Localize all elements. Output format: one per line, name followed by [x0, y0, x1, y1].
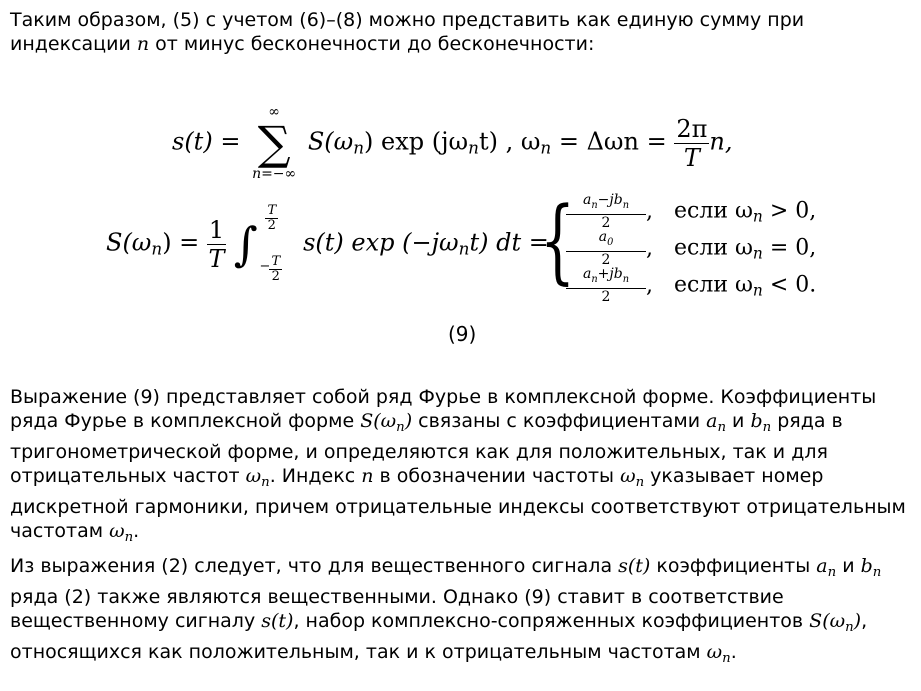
subscript-n: n [151, 238, 163, 259]
formula-exp: ) exp (jω [364, 127, 469, 156]
sum-upper-limit: ∞ [268, 104, 280, 120]
p3-text-e: , набор комплексно-сопряженных коэффициентов [293, 610, 810, 632]
p3-a-n: a [816, 555, 828, 577]
lower-minus: − [259, 259, 271, 274]
one-over-T [207, 216, 226, 273]
cases-block [566, 192, 816, 303]
case-row [566, 229, 816, 266]
formula-omega-n-def: t) , ω [478, 127, 541, 156]
case-condition: если ω [674, 272, 753, 298]
subscript-n: n [827, 565, 837, 580]
case-denominator: 2 [601, 252, 611, 268]
case-relation: < 0. [762, 272, 817, 298]
sum-symbol: ∑ [257, 116, 291, 170]
p3-omega: ω [706, 641, 723, 663]
index-n: n [136, 33, 150, 55]
subscript-n: n [762, 420, 772, 435]
sum-operator [252, 104, 296, 182]
formula-n-end: n, [709, 127, 733, 156]
p3-b-n: b [860, 555, 873, 577]
frac-one: 1 [208, 215, 225, 244]
case-relation: > 0, [762, 198, 817, 224]
p3-s-t-2: s(t) [261, 610, 294, 632]
subscript-n: n [540, 137, 552, 158]
paragraph-fourier-complex: Выражение (9) представляет собой ряд Фурье в комплексной форме. Коэффициенты ряда Фурье в комплексной форме $S(\omega_n)$ связаны с коэффициентами $a_n$ и $b_n$ ряда в тригонометрической форме, и определяются как для положительных, так и для отрицательных частот $\omega_n$. Индекс n в обозначении частоты $\omega_n$ указывает номер дискретной гармоники, причем отрицательные индексы соответствуют отрицательным частотам $\omega_n$. [10, 386, 906, 545]
formula-line-1 [172, 104, 732, 182]
subscript-n: n [722, 651, 731, 666]
p2-omega-2: ω [620, 465, 636, 487]
frac-denominator: T [683, 143, 700, 172]
lower-T: T [271, 254, 281, 269]
subscript-n: n [353, 137, 365, 158]
subscript-n: n [468, 137, 479, 158]
integral-lower-limit [269, 255, 282, 284]
formula-integrand: s(t) exp (−jω [303, 228, 459, 257]
subscript-n: n [261, 475, 270, 490]
p3-S-omega: S(ω [809, 610, 846, 632]
case-numerator: $a_0$ [566, 229, 646, 252]
sum-lower-limit: n=−∞ [252, 166, 297, 182]
paragraph-real-signal: Из выражения (2) следует, что для вещественного сигнала s(t) коэффициенты $a_n$ и $b_n$ ряда (2) также являются вещественными. Однако (9) ставит в соответствие вещественному сигналу s(t), набор комплексно-сопряженных коэффициентов $S(\omega_n)$, относящихся как положительным, так и к отрицательным частотам $\omega_n$. [10, 555, 882, 666]
subscript-n: n [752, 281, 763, 300]
formula-dt: t) dt = [469, 228, 549, 257]
subscript-n: n [872, 565, 882, 580]
formula-S-omega-lhs: S(ω [106, 228, 152, 257]
p2-omega-1: ω [245, 465, 262, 487]
frac-numerator: 2π [676, 114, 708, 143]
case-row [566, 192, 816, 229]
case-condition: если ω [674, 235, 753, 261]
p2-text-e: . Индекс [269, 465, 362, 487]
case-condition: если ω [674, 198, 753, 224]
formula-line-2 [106, 204, 549, 284]
intro-line-1: Таким образом, (5) с учетом (6)–(8) можно представить как единую сумму при [10, 9, 805, 31]
case-denominator: 2 [601, 289, 611, 305]
integral-upper-limit [265, 204, 278, 233]
case-relation: = 0, [762, 235, 817, 261]
formula-S-omega: S(ω [307, 127, 354, 156]
p2-n: n [361, 465, 374, 487]
case-row [566, 266, 816, 303]
p3-s-t: s(t) [618, 555, 651, 577]
case-numerator: $a_n+jb_n$ [566, 266, 646, 289]
intro-line-2b: от минус бесконечности до бесконечности: [149, 33, 595, 55]
p3-text-f: , относящихся как положительным, так и к отрицательным частотам [10, 610, 868, 663]
lower-2: 2 [271, 269, 280, 284]
case-fraction [566, 192, 646, 231]
case-numerator: $a_n-jb_n$ [566, 192, 646, 215]
case-separator: , [646, 235, 653, 261]
subscript-n: n [752, 244, 763, 263]
formula-delta-omega: = Δωn = [551, 127, 675, 156]
integral-limits [259, 203, 295, 284]
p2-text-f: в обозначении частоты [373, 465, 621, 487]
subscript-n: n [845, 620, 854, 635]
p2-b-n: b [750, 410, 763, 432]
p2-omega-3: ω [109, 520, 125, 542]
subscript-n: n [458, 238, 470, 259]
p2-S-omega: S(ω [360, 410, 397, 432]
integral-symbol: ∫ [233, 217, 258, 271]
equation-number: (9) [448, 322, 477, 346]
frac-T: T [208, 244, 225, 273]
upper-T: T [267, 203, 277, 218]
case-denominator: 2 [601, 215, 611, 231]
formula-equals: ) = [162, 228, 207, 257]
p3-text-g: . [730, 641, 737, 663]
p3-text-a: Из выражения (2) следует, что для вещественного сигнала [10, 555, 619, 577]
p2-text-g: указывает номер дискретной гармоники, причем отрицательные индексы соответствуют отрицательным частотам [10, 465, 906, 542]
subscript-n: n [752, 207, 763, 226]
subscript-n: n [124, 530, 134, 545]
cases-brace: { [540, 187, 576, 294]
p2-text-a: Выражение (9) представляет собой ряд Фурье в комплексной форме. Коэффициенты ряда Фурье в комплексной форме [10, 386, 877, 432]
intro-line-2a: индексации [10, 33, 137, 55]
case-fraction [566, 229, 646, 268]
intro-paragraph [10, 8, 915, 56]
p3-text-c: и [836, 555, 861, 577]
case-fraction [566, 266, 646, 305]
subscript-n: n [396, 420, 405, 435]
subscript-n: n [717, 420, 727, 435]
p3-text-b: коэффициенты [650, 555, 817, 577]
case-separator: , [646, 272, 653, 298]
subscript-n: n [635, 475, 645, 490]
two-pi-over-T [674, 115, 709, 172]
case-separator: , [646, 198, 653, 224]
upper-2: 2 [267, 218, 276, 233]
p2-text-h: . [133, 520, 140, 542]
p3-text-d: ряда (2) также являются вещественными. Однако (9) ставит в соответствие вещественному сигналу [10, 586, 784, 632]
p2-text-b: связаны с коэффициентами [412, 410, 707, 432]
p2-a-n: a [706, 410, 718, 432]
p2-text-c: и [726, 410, 751, 432]
formula-s-t: s(t) = [172, 127, 249, 156]
p2-text-d: ряда в тригонометрической форме, и определяются как для положительных, так и для отрицательных частот [10, 410, 843, 487]
